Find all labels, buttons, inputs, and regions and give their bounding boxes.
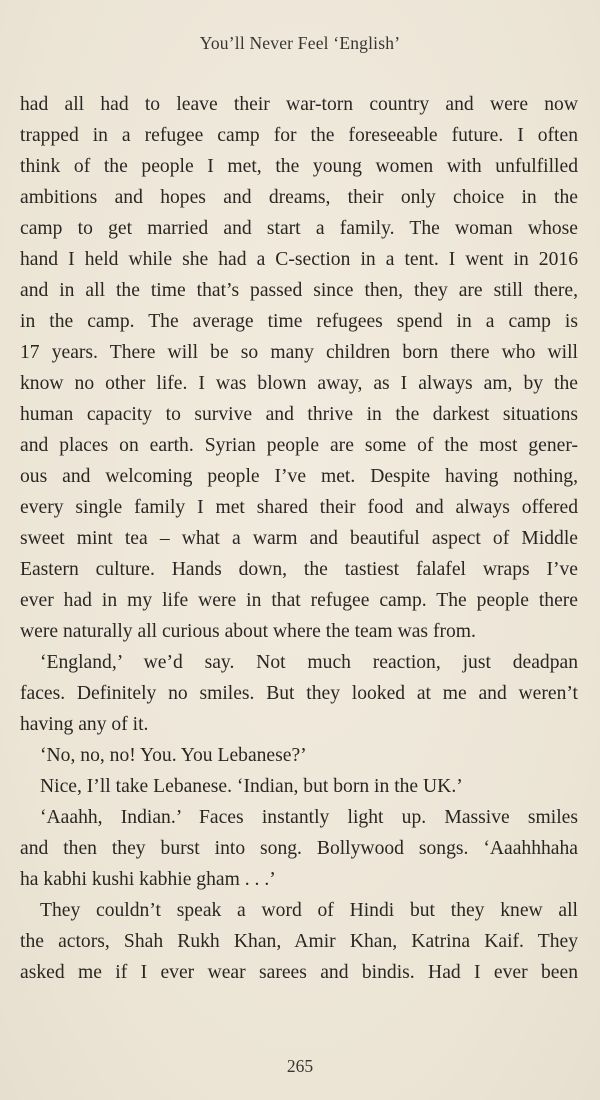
text-line: ‘No, no, no! You. You Lebanese?’ (40, 745, 307, 766)
text-line: had all had to leave their war-torn country and were now (20, 94, 578, 115)
text-line: human capacity to survive and thrive in the darkest situations (20, 404, 578, 425)
text-line: in the camp. The average time refugees spend in a camp is (20, 311, 578, 332)
running-head: You’ll Never Feel ‘English’ (199, 33, 401, 53)
page-number: 265 (286, 1056, 314, 1076)
text-line: and then they burst into song. Bollywood songs. ‘Aaahhhaha (20, 838, 578, 859)
text-line: think of the people I met, the young women with unfulfilled (20, 156, 578, 177)
text-line: They couldn’t speak a word of Hindi but they knew all (40, 900, 578, 921)
text-line: ambitions and hopes and dreams, their only choice in the (20, 187, 578, 208)
text-line: asked me if I ever wear sarees and bindis. Had I ever been (20, 962, 578, 983)
text-line: having any of it. (20, 714, 149, 735)
text-line: 17 years. There will be so many children born there who will (20, 342, 578, 363)
text-line: know no other life. I was blown away, as I always am, by the (20, 373, 578, 394)
text-line: ‘England,’ we’d say. Not much reaction, just deadpan (40, 652, 578, 673)
text-line: Eastern culture. Hands down, the tastiest falafel wraps I’ve (20, 559, 578, 580)
text-line: sweet mint tea – what a warm and beautiful aspect of Middle (20, 528, 578, 549)
text-line: hand I held while she had a C-section in a tent. I went in 2016 (20, 249, 578, 270)
text-line: camp to get married and start a family. The woman whose (20, 218, 578, 239)
body-text (20, 89, 578, 988)
text-line: and places on earth. Syrian people are some of the most gener- (20, 435, 578, 456)
text-line: faces. Definitely no smiles. But they looked at me and weren’t (20, 683, 578, 704)
text-line: and in all the time that’s passed since then, they are still there, (20, 280, 578, 301)
text-line: ha kabhi kushi kabhie gham . . .’ (20, 869, 276, 890)
text-line: every single family I met shared their food and always offered (20, 497, 578, 518)
text-line: ous and welcoming people I’ve met. Despite having nothing, (20, 466, 578, 487)
text-line: trapped in a refugee camp for the foreseeable future. I often (20, 125, 578, 146)
text-line: ever had in my life were in that refugee camp. The people there (20, 590, 578, 611)
text-line: were naturally all curious about where the team was from. (20, 621, 476, 642)
text-line: ‘Aaahh, Indian.’ Faces instantly light up. Massive smiles (40, 807, 578, 828)
text-line: Nice, I’ll take Lebanese. ‘Indian, but born in the UK.’ (40, 776, 463, 797)
text-line: the actors, Shah Rukh Khan, Amir Khan, Katrina Kaif. They (20, 931, 578, 952)
